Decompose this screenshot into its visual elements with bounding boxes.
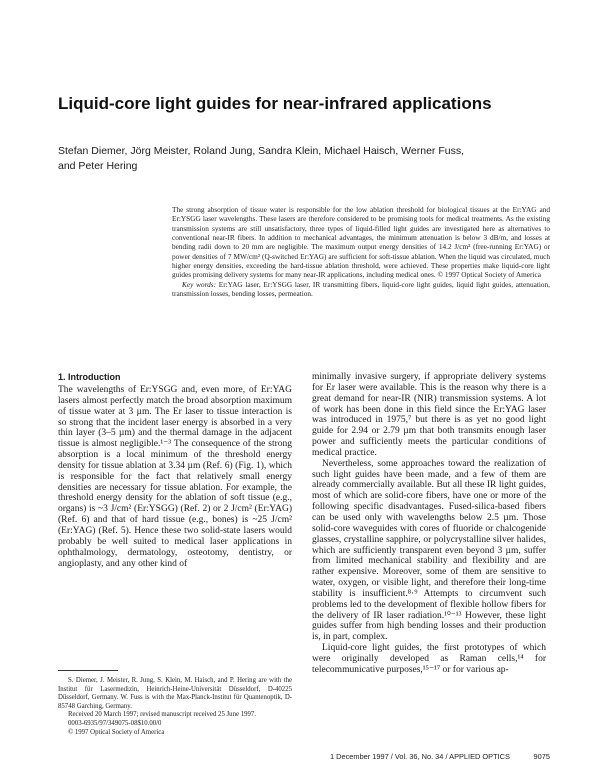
article-title: Liquid-core light guides for near-infrared applications <box>58 94 492 113</box>
body-paragraph: The wavelengths of Er:YSGG and, even more, of Er:YAG lasers almost perfectly match the broad absorption maximum of tissue water at 3 µm. The Er laser to tissue interaction is so strong that the incident laser energy is absorbed in a very thin layer (3–5 µm) and the thermal damage in the adjacent tissue is almost negligible.¹⁻³ The consequence of the strong absorption is a local minimum of the threshold energy density for tissue ablation at 3.34 µm (Ref. 6) (Fig. 1), which is responsible for the fact that relatively small energy densities are necessary for tissue ablation. For example, the threshold energy density for the ablation of soft tissue (e.g., organs) is ~3 J/cm² (Er:YSGG) (Ref. 2) or 2 J/cm² (Er:YAG) (Ref. 6) and that of hard tissue (e.g., bones) is ~25 J/cm² (Er:YAG) (Ref. 5). Hence these two solid-state lasers would probably be well suited to medical laser applications in ophthalmology, dermatology, osteotomy, dentistry, or angioplasty, and any other kind of <box>58 385 292 569</box>
keywords <box>172 280 550 299</box>
body-paragraph: Nevertheless, some approaches toward the realization of such light guides have been made, and a few of them are already commercially available. But all these IR light guides, most of which are solid-core fibers, have one or more of the following specific disadvantages. Fused-silica-based fibers can be used only with wavelengths below 2.5 µm. Those solid-core waveguides with cores of fluoride or chalcogenide glasses, crystalline sapphire, or polycrystalline silver halides, which are sufficiently transparent even beyond 3 µm, suffer from limited mechanical stability and flexibility and are rather expensive. Moreover, some of them are sensitive to water, oxygen, or visible light, and therefore their long-time stability is insufficient.⁸·⁹ Attempts to circumvent such problems led to the development of flexible hollow fibers for the delivery of IR laser radiation.¹⁰⁻¹³ However, these light guides suffer from high bending losses and their production is, in part, complex. <box>312 458 546 643</box>
section-heading-introduction: 1. Introduction <box>58 372 121 382</box>
author-list: Stefan Diemer, Jörg Meister, Roland Jung, Sandra Klein, Michael Haisch, Werner Fuss, and Peter Hering <box>58 145 464 172</box>
body-paragraph: minimally invasive surgery, if appropriate delivery systems for Er laser were available. This is the reason why there is a great demand for near-IR (NIR) transmission systems. A lot of work has been done in this field since the Er:YAG laser was introduced in 1975,⁷ but there is as yet no good light guide for 2.94 or 2.79 µm that both transmits enough laser power and sufficiently meets the particular conditions of medical practice. <box>312 372 546 458</box>
abstract <box>172 205 550 298</box>
footnote-divider <box>58 670 118 671</box>
abstract-text: The strong absorption of tissue water is responsible for the low ablation threshold for biological tissues at the Er:YAG and Er:YSGG laser wavelengths. These lasers are therefore considered to be promising tools for medical treatments. As the existing transmission systems are still unsatisfactory, three types of liquid-filled light guides are investigated here as alternatives to conventional near-IR fibers. In addition to mechanical advantages, the minimum attenuation is below 3 dB/m, and losses at bending radii down to 20 mm are negligible. The maximum output energy densities of 14.2 J/cm² (free-running Er:YAG) or power densities of 7 MW/cm² (Q-switched Er:YAG) are sufficient for soft-tissue ablation. When the liquid was circulated, much higher energy densities, exceeding the hard-tissue ablation threshold, were achieved. These properties make liquid-core light guides promising delivery systems for many near-IR applications, including medical ones. © 1997 Optical Society of America <box>172 205 550 280</box>
keywords-label: Key words: <box>182 279 217 289</box>
page-footer <box>330 752 550 761</box>
footnote-received: Received 20 March 1997; revised manuscript received 25 June 1997. <box>68 711 256 719</box>
left-column <box>58 372 292 569</box>
footnote <box>58 677 292 737</box>
body-paragraph: Liquid-core light guides, the first prototypes of which were originally developed as Raman cells,¹⁴ for telecommunicative purposes,¹⁵⁻¹⁷ or for various ap- <box>312 643 546 675</box>
footnote-code: 0003-6935/97/349075-08$10.00/0 <box>68 719 162 727</box>
page-number: 9075 <box>533 752 550 761</box>
journal-citation: 1 December 1997 / Vol. 36, No. 34 / APPLIED OPTICS <box>330 752 510 761</box>
footnote-affiliation: S. Diemer, J. Meister, R. Jung, S. Klein, M. Haisch, and P. Hering are with the Institut für Lasermedizin, Heinrich-Heine-Universität Düsseldorf, D-40225 Düsseldorf, Germany. W. Fuss is with the Max-Planck-Institut für Quantenoptik, D-85748 Garching, Germany. <box>58 677 292 710</box>
right-column <box>312 372 546 676</box>
footnote-copyright: © 1997 Optical Society of America <box>68 728 165 736</box>
keywords-text: Er:YAG laser, Er:YSGG laser, IR transmitting fibers, liquid-core light guides, liquid light guides, attenuation, transmission losses, bending losses, permeation. <box>172 279 551 299</box>
